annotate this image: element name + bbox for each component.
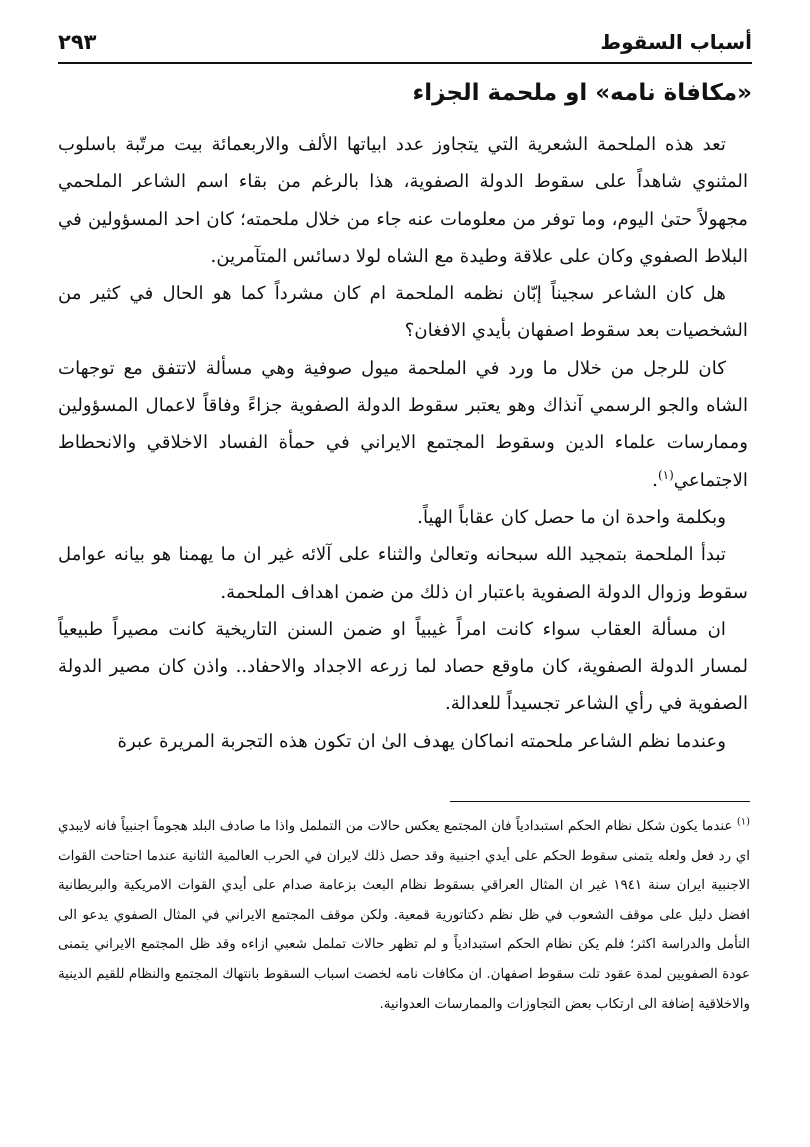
section-title: «مكافاة نامه» او ملحمة الجزاء xyxy=(412,80,752,106)
footnotes xyxy=(58,812,750,1019)
paragraph-7: وعندما نظم الشاعر ملحمته انماكان يهدف الىٰ ان تكون هذه التجربة المريرة عبرة xyxy=(117,730,726,752)
footnote-divider xyxy=(450,801,750,802)
body-text xyxy=(58,126,748,760)
paragraph-6: ان مسألة العقاب سواء كانت امراً غيبياً او ضمن السنن التاريخية كانت مصيراً طبيعياً لمسار الدولة الصفوية، كان ماوقع حصاد لما زرعه الاجداد والاحفاد.. واذن كان مصير الدولة الصفوية في رأي الشاعر تجسيداً للعدالة. xyxy=(58,618,748,715)
paragraph-2: هل كان الشاعر سجيناً إبّان نظمه الملحمة ام كان مشرداً كما هو الحال في كثير من الشخصيات بعد سقوط اصفهان بأيدي الافغان؟ xyxy=(58,283,748,342)
page-header xyxy=(58,28,752,64)
paragraph-3 xyxy=(58,350,748,499)
footnote-text: عندما يكون شكل نظام الحكم استبدادياً فان المجتمع يعكس حالات من التململ واذا ما صادف البلد هجوماً اجنبياً فانه لايبدي اي رد فعل ولعله يتمنى سقوط الحكم على أيدي اجنبية وقد حصل ذلك لايران في الحرب العالمية الثانية عندما احتاحت القوات الاجنبية ايران سنة ١٩٤١ غير ان المثال العراقي بسقوط نظام البعث بزعامة صدام على أيدي القوات الامريكية والبريطانية افضل دليل على موقف الشعوب في ظل نظم دكتاتورية قمعية. ولكن موقف المجتمع الايراني في المثال الصفوي يدعو الى التأمل والدراسة اكثر؛ فلم يكن نظام الحكم استبدادياً و لم تظهر حالات تململ شعبي ازاءه وقد ظل المجتمع الايراني يتمنى عودة الصفويين لمدة عقود تلت سقوط اصفهان. ان مكافات نامه لخصت اسباب السقوط بانتهاك المجتمع والنظام للقيم الدينية والاخلاقية إضافة الى ارتكاب بعض التجاوزات والممارسات العدوانية. xyxy=(58,819,750,1012)
footnote-mark: (١) xyxy=(736,816,750,828)
paragraph-3-text: كان للرجل من خلال ما ورد في الملحمة ميول صوفية وهي مسألة لاتتفق مع توجهات الشاه والجو الرسمي آنذاك وهو يعتبر سقوط الدولة الصفوية جزاءً وفاقاً لاعمال المسؤولين وممارسات علماء الدين وسقوط المجتمع الايراني في حمأة الفساد الاخلاقي والانحطاط الاجتماعي xyxy=(58,357,748,491)
paragraph-3-end: . xyxy=(652,469,658,491)
page-number: ٢٩٣ xyxy=(58,30,97,54)
footnote-1 xyxy=(58,812,750,1019)
running-title: أسباب السقوط xyxy=(600,30,752,54)
paragraph-1: تعد هذه الملحمة الشعرية التي يتجاوز عدد ابياتها الألف والاربعمائة بيت مرتّبة باسلوب المثنوي شاهداً على سقوط الدولة الصفوية، هذا بالرغم من بقاء اسم الشاعر الملحمي مجهولاً حتىٰ اليوم، وما توفر من معلومات عنه جاء من خلال ملحمته؛ كان احد المسؤولين في البلاط الصفوي وكان على علاقة وطيدة مع الشاه لولا دسائس المتآمرين. xyxy=(58,134,748,267)
paragraph-4: وبكلمة واحدة ان ما حصل كان عقاباً الهياً. xyxy=(417,506,726,528)
footnote-reference[interactable]: (١) xyxy=(657,467,674,482)
paragraph-5: تبدأ الملحمة بتمجيد الله سبحانه وتعالىٰ والثناء على آلائه غير ان ما يهمنا هو بيانه عوامل سقوط وزوال الدولة الصفوية باعتبار ان ذلك من ضمن اهداف الملحمة. xyxy=(58,544,748,603)
